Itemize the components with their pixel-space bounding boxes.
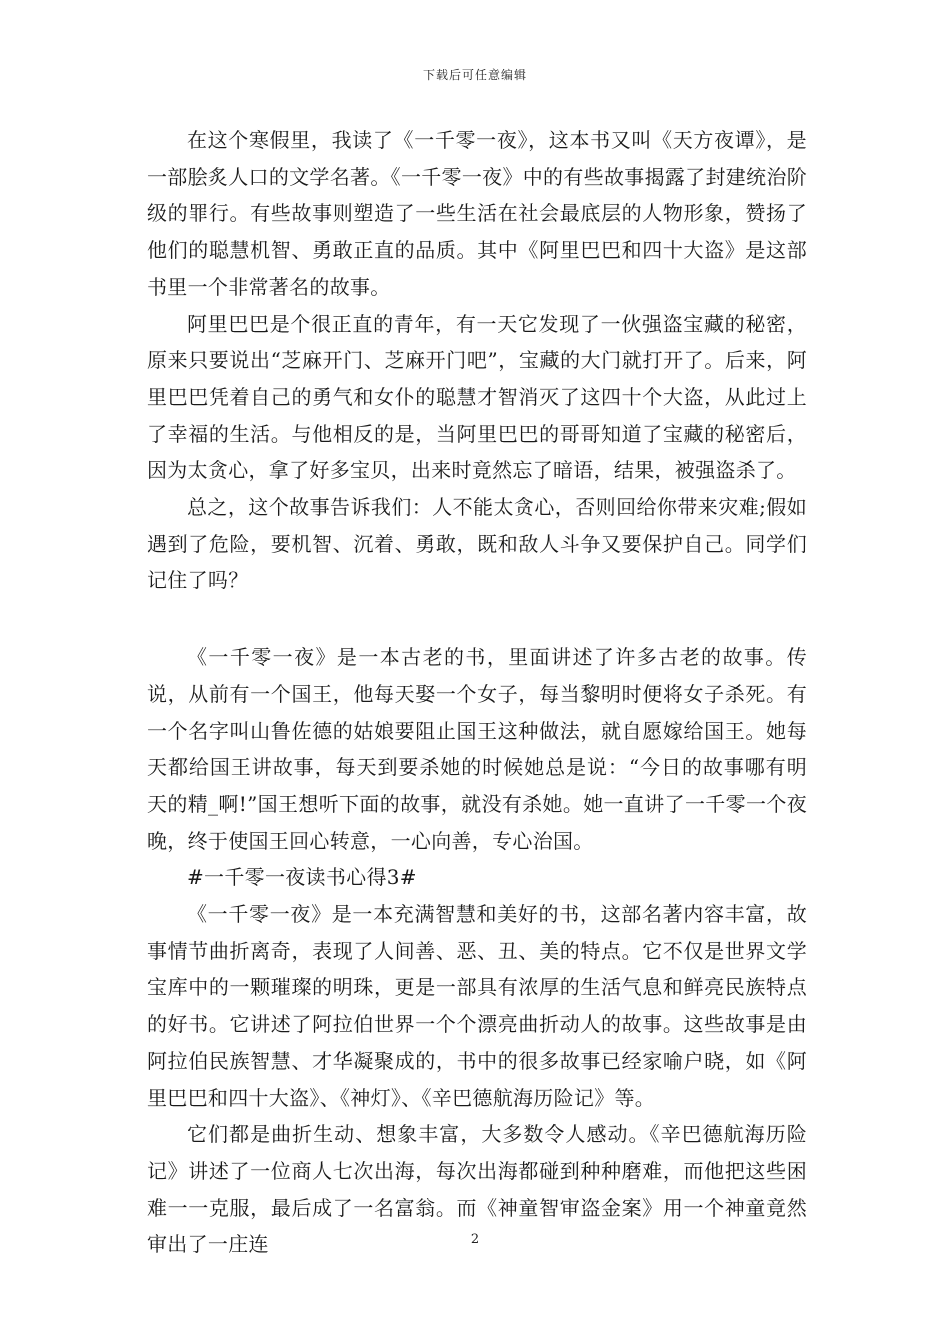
paragraph-alibaba: 阿里巴巴是个很正直的青年，有一天它发现了一伙强盗宝藏的秘密，原来只要说出“芝麻开门、芝麻开门吧”，宝藏的大门就打开了。后来，阿里巴巴凭着自己的勇气和女仆的聪慧才智消灭了这四十个大盗，从此过上了幸福的生活。与他相反的是，当阿里巴巴的哥哥知道了宝藏的秘密后，因为太贪心，拿了好多宝贝，出来时竟然忘了暗语，结果，被强盗杀了。	[147, 311, 807, 483]
paragraph-conclusion: 总之，这个故事告诉我们：人不能太贪心，否则回给你带来灾难;假如遇到了危险，要机智、沉着、勇敢，既和敌人斗争又要保护自己。同学们记住了吗？	[147, 495, 807, 593]
paragraph-stories: 它们都是曲折生动、想象丰富，大多数令人感动。《辛巴德航海历险记》讲述了一位商人七次出海，每次出海都碰到种种磨难，而他把这些困难一一克服，最后成了一名富翁。而《神童智审盗金案》用一个神童竟然审出了一庄连	[147, 1122, 807, 1257]
document-body	[147, 122, 807, 1263]
paragraph-legend: 《一千零一夜》是一本古老的书，里面讲述了许多古老的故事。传说，从前有一个国王，他每天娶一个女子，每当黎明时便将女子杀死。有一个名字叫山鲁佐德的姑娘要阻止国王这种做法，就自愿嫁给国王。她每天都给国王讲故事，每天到要杀她的时候她总是说：“今日的故事哪有明天的精_啊!”国王想听下面的故事，就没有杀她。她一直讲了一千零一个夜晚，终于使国王回心转意，一心向善，专心治国。	[147, 645, 807, 853]
paragraph-book-overview: 《一千零一夜》是一本充满智慧和美好的书，这部名著内容丰富，故事情节曲折离奇，表现了人间善、恶、丑、美的特点。它不仅是世界文学宝库中的一颗璀璨的明珠，更是一部具有浓厚的生活气息和鲜亮民族特点的好书。它讲述了阿拉伯世界一个个漂亮曲折动人的故事。这些故事是由阿拉伯民族智慧、才华凝聚成的，书中的很多故事已经家喻户晓，如《阿里巴巴和四十大盗》、《神灯》、《辛巴德航海历险记》等。	[147, 902, 807, 1110]
paragraph-intro: 在这个寒假里，我读了《一千零一夜》，这本书又叫《天方夜谭》，是一部脍炙人口的文学名著。《一千零一夜》中的有些故事揭露了封建统治阶级的罪行。有些故事则塑造了一些生活在社会最底层的人物形象，赞扬了他们的聪慧机智、勇敢正直的品质。其中《阿里巴巴和四十大盗》是这部书里一个非常著名的故事。	[147, 128, 807, 299]
page-number: 2	[470, 1232, 480, 1247]
page-header: 下载后可任意编辑	[422, 68, 527, 82]
section-gap	[147, 599, 807, 639]
section-heading: #一千零一夜读书心得3#	[187, 865, 417, 890]
